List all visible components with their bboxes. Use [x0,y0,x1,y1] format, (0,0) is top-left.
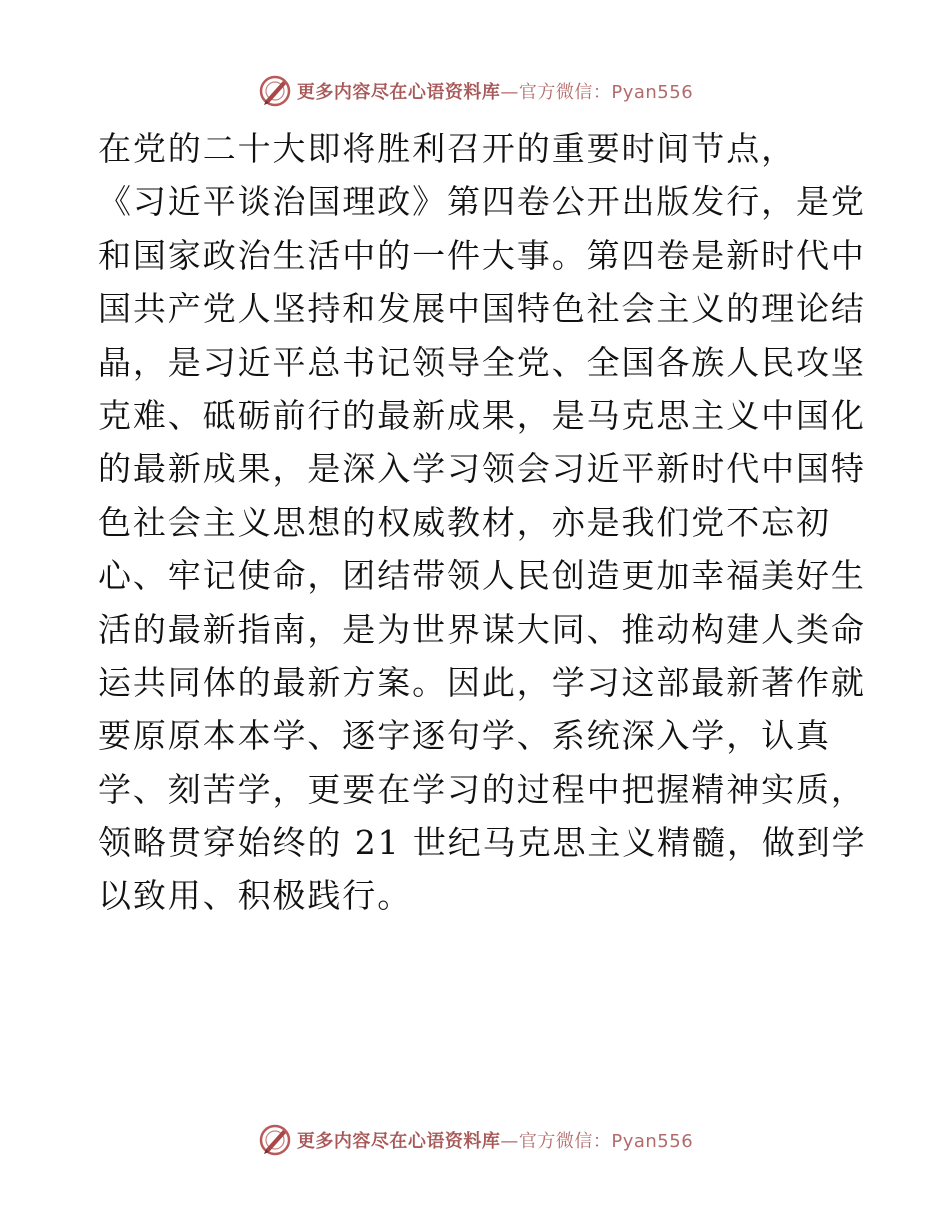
text-line: 运共同体的最新方案。因此，学习这部最新著作就 [98,662,866,702]
text-line: 色社会主义思想的权威教材，亦是我们党不忘初 [98,502,831,542]
text-line: 以致用、积极践行。 [98,876,413,916]
footer-text [297,1127,693,1153]
footer-separator: — [500,1131,519,1152]
text-line: 国共产党人坚持和发展中国特色社会主义的理论结 [98,289,866,329]
footer-banner [0,1120,950,1160]
header-separator: — [500,82,519,103]
pen-circle-logo-icon [257,1122,293,1158]
footer-brand: 更多内容尽在心语资料库 [296,1131,501,1152]
footer-contact: 官方微信：Pyan556 [518,1131,694,1152]
header-brand: 更多内容尽在心语资料库 [296,82,501,103]
text-line: 克难、砥砺前行的最新成果，是马克思主义中国化 [98,395,866,435]
text-line: 要原原本本学、逐字逐句学、系统深入学，认真 [98,716,831,756]
header-contact: 官方微信：Pyan556 [518,82,694,103]
text-line: 在党的二十大即将胜利召开的重要时间节点， [98,129,796,168]
text-line: 学、刻苦学，更要在学习的过程中把握精神实质， [98,769,866,809]
text-line: 心、牢记使命，团结带领人民创造更加幸福美好生 [98,556,866,596]
text-line: 晶，是习近平总书记领导全党、全国各族人民攻坚 [98,342,866,382]
text-line: 和国家政治生活中的一件大事。第四卷是新时代中 [98,235,866,275]
header-text [297,78,693,104]
text-line: 活的最新指南，是为世界谋大同、推动构建人类命 [98,609,866,649]
pen-circle-logo-icon [257,73,293,109]
document-body [98,122,867,923]
text-line: 的最新成果，是深入学习领会习近平新时代中国特 [98,449,866,489]
text-line: 《习近平谈治国理政》第四卷公开出版发行，是党 [98,182,866,222]
text-line: 领略贯穿始终的 21 世纪马克思主义精髓，做到学 [98,823,867,863]
header-banner [0,71,950,111]
